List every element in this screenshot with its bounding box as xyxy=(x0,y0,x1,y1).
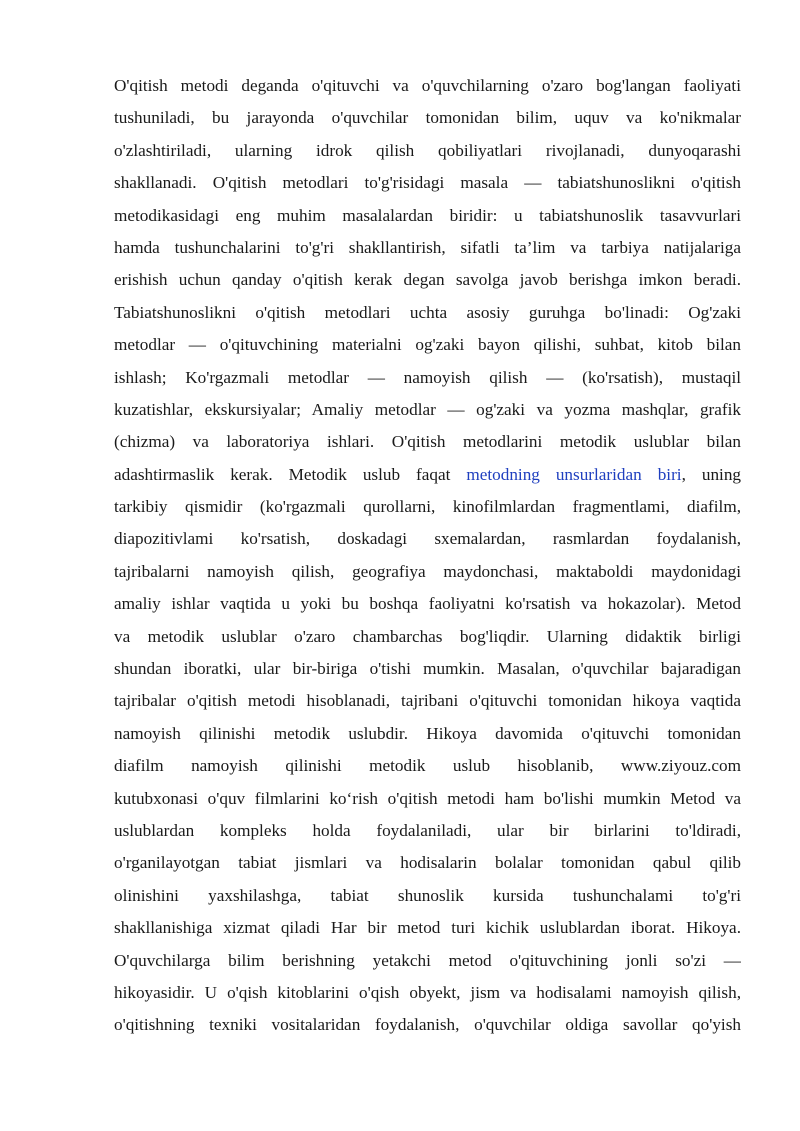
inline-link[interactable]: metodning unsurlaridan biri xyxy=(466,464,682,484)
text-line: (chizma) va laboratoriya ishlari. O'qitish metodlarini metodik uslublar bilan xyxy=(114,432,741,452)
text-line: tushuniladi, bu jarayonda o'quvchilar tomonidan bilim, uquv va ko'nikmalar xyxy=(114,108,741,128)
text-line: amaliy ishlar vaqtida u yoki bu boshqa faoliyatni ko'rsatish va hokazolar). Metod xyxy=(114,594,741,614)
text-line: hamda tushunchalarini to'g'ri shakllantirish, sifatli ta’lim va tarbiya natijalariga xyxy=(114,237,741,257)
text-line: o'zlashtiriladi, ularning idrok qilish qobiliyatlari rivojlanadi, dunyoqarashi xyxy=(114,140,741,160)
line-text-before-link: adashtirmaslik kerak. Metodik uslub faqat xyxy=(114,464,467,484)
text-line: va metodik uslublar o'zaro chambarchas bog'liqdir. Ularning didaktik birligi xyxy=(114,626,741,646)
text-line: metodikasidagi eng muhim masalalardan biridir: u tabiatshunoslik tasavvurlari xyxy=(114,205,741,225)
document-body xyxy=(114,70,741,1042)
text-line: hikoyasidir. U o'qish kitoblarini o'qish obyekt, jism va hodisalami namoyish qilish, xyxy=(114,982,741,1002)
text-line: Tabiatshunoslikni o'qitish metodlari uchta asosiy guruhga bo'linadi: Og'zaki xyxy=(114,302,741,322)
text-line: diafilm namoyish qilinishi metodik uslub hisoblanib, www.ziyouz.com xyxy=(114,756,741,776)
text-line: kuzatishlar, ekskursiyalar; Amaliy metodlar — og'zaki va yozma mashqlar, grafik xyxy=(114,399,741,419)
text-line: tajribalar o'qitish metodi hisoblanadi, tajribani o'qituvchi tomonidan hikoya vaqtida xyxy=(114,691,741,711)
text-line: namoyish qilinishi metodik uslubdir. Hikoya davomida o'qituvchi tomonidan xyxy=(114,723,741,743)
text-line: diapozitivlami ko'rsatish, doskadagi sxemalardan, rasmlardan foydalanish, xyxy=(114,529,741,549)
text-line-with-link xyxy=(114,459,741,491)
text-line: tajribalarni namoyish qilish, geografiya maydonchasi, maktaboldi maydonidagi xyxy=(114,561,741,581)
text-line: ishlash; Ko'rgazmali metodlar — namoyish qilish — (ko'rsatish), mustaqil xyxy=(114,367,741,387)
text-line: O'qitish metodi deganda o'qituvchi va o'quvchilarning o'zaro bog'langan faoliyati xyxy=(114,76,741,95)
line-text-after-link: , uning xyxy=(681,464,741,484)
text-line: o'rganilayotgan tabiat jismlari va hodisalarin bolalar tomonidan qabul qilib xyxy=(114,853,741,873)
text-line: O'quvchilarga bilim berishning yetakchi metod o'qituvchining jonli so'zi — xyxy=(114,950,741,970)
text-line: erishish uchun qanday o'qitish kerak degan savolga javob berishga imkon beradi. xyxy=(114,270,741,290)
text-line: uslublardan kompleks holda foydalaniladi, ular bir birlarini to'ldiradi, xyxy=(114,820,741,840)
text-line: olinishini yaxshilashga, tabiat shunoslik kursida tushunchalami to'g'ri xyxy=(114,885,741,905)
text-line: shundan iboratki, ular bir-biriga o'tishi mumkin. Masalan, o'quvchilar bajaradigan xyxy=(114,659,741,679)
text-line: metodlar — o'qituvchining materialni og'zaki bayon qilishi, suhbat, kitob bilan xyxy=(114,335,741,355)
text-line: tarkibiy qismidir (ko'rgazmali qurollarni, kinofilmlardan fragmentlami, diafilm, xyxy=(114,497,741,517)
text-line: o'qitishning texniki vositalaridan foydalanish, o'quvchilar oldiga savollar qo'yish xyxy=(114,1015,741,1035)
text-line: kutubxonasi o'quv filmlarini ko‘rish o'qitish metodi ham bo'lishi mumkin Metod va xyxy=(114,788,741,808)
text-line: shakllanishiga xizmat qiladi Har bir metod turi kichik uslublardan iborat. Hikoya. xyxy=(114,918,741,938)
text-line: shakllanadi. O'qitish metodlari to'g'risidagi masala — tabiatshunoslikni o'qitish xyxy=(114,173,741,193)
